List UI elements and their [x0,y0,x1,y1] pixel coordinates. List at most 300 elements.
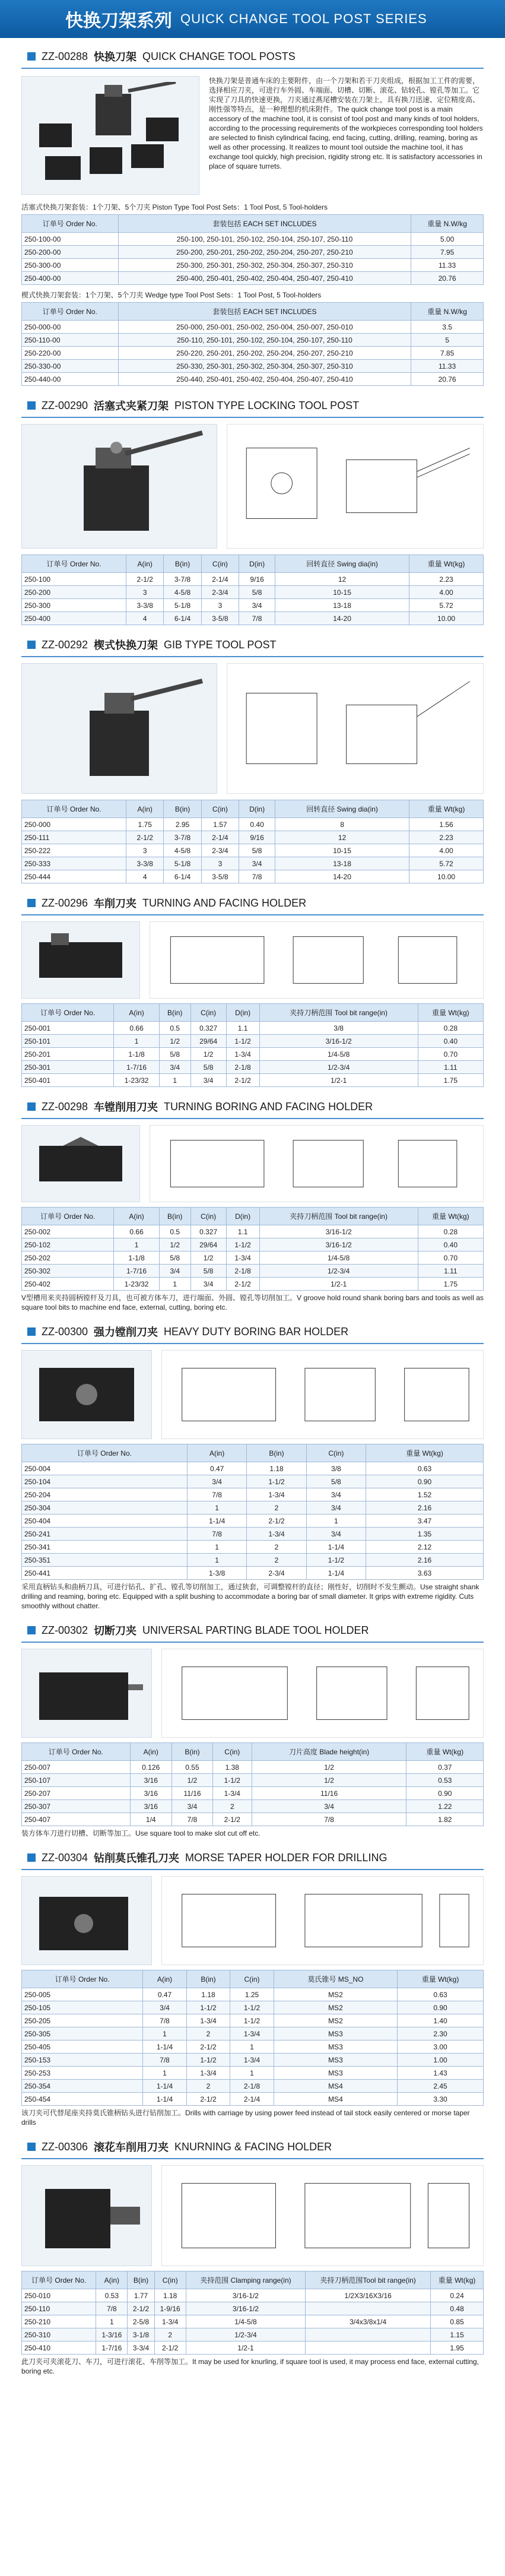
table-cell: 3.5 [411,321,484,334]
spec-table [21,2271,484,2355]
table-row [22,272,484,285]
table-cell: 3/4 [306,1488,366,1501]
column-header: 重量 Wt(kg) [366,1444,484,1462]
table-cell [306,2341,431,2355]
table-cell: 2-3/4 [201,586,239,599]
square-icon [27,1327,36,1336]
table-cell: 3/16 [130,1774,172,1787]
column-header: 订单号 Order No. [22,1208,114,1225]
heavy-duty-holder-photo [21,1350,152,1439]
table-cell: 1.15 [431,2328,484,2341]
table-cell: 0.53 [406,1774,484,1787]
table-cell: 14-20 [275,870,409,883]
section-title-en: UNIVERSAL PARTING BLADE TOOL HOLDER [142,1624,369,1636]
table-row [22,2014,484,2027]
table-cell: MS2 [274,1988,397,2001]
table-cell: 250-444 [22,870,126,883]
table-cell: 1-3/4 [186,2067,230,2080]
square-icon [27,401,36,410]
table-row [22,360,484,373]
table-cell: 1/2 [252,1761,406,1774]
table-cell: MS2 [274,2001,397,2014]
table-cell: 3/4 [143,2001,187,2014]
table-cell: 2 [154,2328,186,2341]
table-cell: 2-1/2 [247,1514,306,1528]
table-cell: 2-1/8 [230,2080,274,2093]
table-cell: 5/8 [239,844,275,857]
spec-table [21,1742,484,1826]
table-cell: 250-404 [22,1514,188,1528]
divider [21,1642,484,1643]
table-cell: 250-100-00 [22,233,119,246]
section-header [0,1099,505,1114]
table-cell: 2-1/4 [201,831,239,844]
column-header: 夹持刀柄范围 Tool bit range(in) [259,1004,418,1022]
section-code: ZZ-00304 [42,1851,88,1864]
section-title-en: PISTON TYPE LOCKING TOOL POST [174,399,360,411]
section-code: ZZ-00298 [42,1100,88,1113]
section-title-en: HEAVY DUTY BORING BAR HOLDER [164,1325,349,1338]
table-cell: 2.45 [398,2080,484,2093]
table-cell: 0.53 [96,2289,128,2302]
table-cell: 250-407 [22,1813,131,1826]
table-cell: 29/64 [190,1035,226,1048]
table-cell: 1/2 [159,1035,190,1048]
table-cell: 1-3/8 [187,1567,246,1580]
boring-facing-holder-photo [21,1125,140,1202]
table-cell: 3-3/4 [128,2341,154,2355]
table-cell: 1.40 [398,2014,484,2027]
column-header: 夹持范围 Clamping range(in) [186,2271,305,2289]
table-cell: 1/2-1 [259,1278,418,1291]
table-cell: 250-204 [22,1488,188,1501]
table-cell: 1-3/4 [230,2054,274,2067]
spec-table [21,1003,484,1087]
section-header [0,49,505,64]
table-cell: 250-200, 250-201, 250-202, 250-204, 250-207, 250-210 [118,246,411,259]
table-cell: 3/4x3/8x1/4 [306,2315,431,2328]
table-cell: 1 [187,1554,246,1567]
table-row [22,347,484,360]
table-cell: 2.16 [366,1554,484,1567]
table-cell: 11/16 [172,1787,213,1800]
table-cell: 2-1/2 [186,2040,230,2054]
table-cell: 2-1/8 [226,1061,259,1074]
column-header: 重量 Wt(kg) [398,1970,484,1988]
table-cell: 250-200 [22,586,126,599]
table-cell: 0.327 [190,1225,226,1238]
square-icon [27,52,36,61]
section-title-en: MORSE TAPER HOLDER FOR DRILLING [185,1851,388,1864]
table-cell: 5/8 [190,1265,226,1278]
table-cell: 2-1/2 [212,1813,252,1826]
column-header: 订单号 Order No. [22,215,119,233]
table-cell: 250-110 [22,2302,96,2315]
table-cell: 2 [212,1800,252,1813]
table-row [22,2027,484,2040]
table-cell: 1-3/16 [96,2328,128,2341]
table-cell: 11/16 [252,1787,406,1800]
table-cell: 2.23 [409,573,484,586]
divider [21,68,484,69]
section-header [0,895,505,911]
table-cell: 250-401 [22,1074,114,1087]
section-code: ZZ-00290 [42,399,88,411]
table-cell: 1.75 [418,1278,483,1291]
table-cell: 250-301 [22,1061,114,1074]
table-row [22,1074,484,1087]
table-row [22,1554,484,1567]
table-cell: 1.57 [201,818,239,831]
table-cell: 3/16 [130,1787,172,1800]
table-cell: 1/4-5/8 [186,2315,305,2328]
table-cell: 250-351 [22,1554,188,1567]
table-cell: 0.70 [418,1251,483,1265]
section-header [0,1324,505,1339]
table-cell: 1-1/2 [247,1475,306,1488]
table-cell: 3/4 [306,1528,366,1541]
table-cell: 20.76 [411,272,484,285]
table-cell: 3/16-1/2 [259,1035,418,1048]
column-header: A(in) [126,800,164,818]
table-cell: 250-111 [22,831,126,844]
table-cell: 2-1/2 [186,2093,230,2106]
table-cell: 1 [114,1035,159,1048]
table-cell: 2-1/2 [226,1278,259,1291]
table-cell: 250-253 [22,2067,143,2080]
divider [21,1869,484,1870]
section-note: 采用直柄钻头和曲柄刀具，可进行钻孔、扩孔、镗孔等切削加工，通过狭套，可调整镗杆的直径；刚性好，切削时不发生颤动。Use straight shank drilling and reaming, boring etc. Equipped with a split bushing to accommodate a boring bar of small diameter. It grips with extreme rigidity. Cuts smoothly without chatter. [21,1583,479,1610]
table-cell: 0.5 [159,1022,190,1035]
table-cell: 250-304 [22,1501,188,1514]
divider [21,1343,484,1344]
table-cell: 3 [201,857,239,870]
table-cell: MS3 [274,2054,397,2067]
table-cell: 0.63 [366,1462,484,1475]
table-cell: 5/8 [159,1048,190,1061]
table-cell: 6-1/4 [164,612,201,625]
divider [21,656,484,657]
table-cell: 1.38 [212,1761,252,1774]
table-row [22,2040,484,2054]
table-cell: 250-310 [22,2328,96,2341]
piston-tool-post-photo [21,424,217,549]
table-cell: 0.327 [190,1022,226,1035]
column-header: 夹持刀柄范围Tool bit range(in) [306,2271,431,2289]
table-cell: 1.1 [226,1225,259,1238]
column-header: 套装包括 EACH SET INCLUDES [118,215,411,233]
table-row [22,831,484,844]
table-cell: 250-153 [22,2054,143,2067]
table-cell: 0.40 [418,1238,483,1251]
table-cell: 250-100, 250-101, 250-102, 250-104, 250-107, 250-110 [118,233,411,246]
divider [21,2158,484,2159]
column-header: 订单号 Order No. [22,1970,143,1988]
knurling-holder-drawing [161,2165,484,2266]
table-cell: 250-400-00 [22,272,119,285]
column-header: B(in) [159,1004,190,1022]
table-cell: 5/8 [190,1061,226,1074]
morse-taper-holder-photo [21,1876,152,1965]
table-header-row [22,1743,484,1761]
column-header: B(in) [172,1743,213,1761]
table-cell: 0.90 [366,1475,484,1488]
title-bar [0,0,505,38]
table-cell: 250-104 [22,1475,188,1488]
column-header: 重量 N.W/kg [411,215,484,233]
table-row [22,1278,484,1291]
square-icon [27,1102,36,1111]
table-row [22,2315,484,2328]
table-cell [306,2302,431,2315]
table-cell: 14-20 [275,612,409,625]
table-row [22,1488,484,1501]
table-cell: 0.37 [406,1761,484,1774]
table-cell: 0.40 [418,1035,483,1048]
table-cell: 1.95 [431,2341,484,2355]
table-row [22,334,484,347]
table-cell: 250-400 [22,612,126,625]
table-cell: 1-23/32 [114,1074,159,1087]
spec-table [21,1444,484,1580]
column-header: A(in) [114,1004,159,1022]
table-cell: 5/8 [159,1251,190,1265]
table-cell: 1/4 [130,1813,172,1826]
table-cell: 3/4 [172,1800,213,1813]
table-row [22,1787,484,1800]
table-row [22,1061,484,1074]
section-title-cn: 楔式快换刀架 [94,639,158,651]
table-cell: 3.00 [398,2040,484,2054]
tool-post-set-photo [21,76,199,195]
table-cell: 1-23/32 [114,1278,159,1291]
table-cell: 250-400, 250-401, 250-402, 250-404, 250-407, 250-410 [118,272,411,285]
table-cell: 1-1/2 [306,1554,366,1567]
table-cell: 2 [186,2027,230,2040]
gib-tool-post-photo [21,663,217,794]
table-cell: 2-1/8 [226,1265,259,1278]
table-cell: 7/8 [187,1488,246,1501]
column-header: C(in) [201,800,239,818]
column-header: 莫氏锥号 MS_NO [274,1970,397,1988]
table-cell: 3-7/8 [164,573,201,586]
column-header: 夹持刀柄范围 Tool bit range(in) [259,1208,418,1225]
table-cell: 3-7/8 [164,831,201,844]
table-cell: 2-1/2 [126,573,164,586]
table-cell: 1-3/4 [247,1528,306,1541]
column-header: 重量 Wt(kg) [409,555,484,573]
table-cell: 1.25 [230,1988,274,2001]
table-cell [306,2328,431,2341]
table-cell: 3/16-1/2 [259,1238,418,1251]
table-cell: 1-3/4 [186,2014,230,2027]
table-cell: 0.90 [398,2001,484,2014]
table-cell: 1/2-1 [186,2341,305,2355]
section-code: ZZ-00306 [42,2140,88,2153]
table-cell: 11.33 [411,360,484,373]
table-cell: 1.82 [406,1813,484,1826]
table-cell: 2-1/2 [126,831,164,844]
column-header: A(in) [114,1208,159,1225]
table-row [22,573,484,586]
section-title-cn: 切断刀夹 [94,1625,137,1637]
square-icon [27,1853,36,1862]
table-cell: 1-3/4 [212,1787,252,1800]
table-cell: 0.40 [239,818,275,831]
section-title-cn: 强力镗削刀夹 [94,1326,158,1338]
column-header: A(in) [96,2271,128,2289]
table-cell: 2-3/4 [247,1567,306,1580]
table-cell: 2 [186,2080,230,2093]
table-cell: 1-1/2 [226,1035,259,1048]
table-cell: 5/8 [306,1475,366,1488]
table-cell: 4 [126,612,164,625]
table-cell: MS3 [274,2027,397,2040]
table-cell: 0.63 [398,1988,484,2001]
heavy-duty-holder-drawing [161,1350,484,1439]
column-header: 订单号 Order No. [22,1444,188,1462]
table-cell: 1 [230,2040,274,2054]
table-cell: 2-1/2 [154,2341,186,2355]
table-cell: 250-102 [22,1238,114,1251]
table-cell: 4 [126,870,164,883]
table-cell: 1-1/4 [187,1514,246,1528]
table-row [22,1514,484,1528]
table-row [22,2328,484,2341]
table-cell: 3/16-1/2 [186,2302,305,2315]
section-note: V型槽用来夹持圆柄镗杆及刀具，也可被方体车刀，进行端面、外圆、镗孔等切削加工。V groove hold round shank boring bars and tools as well as square tool bits to machine end face, external, cutting, boring etc. [21,1294,484,1311]
table-cell: 1 [159,1074,190,1087]
table-cell: 3/16 [130,1800,172,1813]
table-cell: 1-7/16 [114,1265,159,1278]
column-header: B(in) [186,1970,230,1988]
table-row [22,2054,484,2067]
table-cell: 250-302 [22,1265,114,1278]
table-cell: 3/4 [190,1074,226,1087]
table-cell: 1-1/4 [143,2040,187,2054]
table-cell: 2 [247,1501,306,1514]
table-cell: 5.72 [409,599,484,612]
table-cell: MS3 [274,2040,397,2054]
column-header: C(in) [230,1970,274,1988]
table-cell: 1 [187,1541,246,1554]
section-title-cn: 活塞式夹紧刀架 [94,400,169,412]
table-cell: 3 [201,599,239,612]
section-title-cn: 车削刀夹 [94,898,137,910]
table-row [22,1265,484,1278]
table-row [22,844,484,857]
table-cell: 1/2 [190,1251,226,1265]
table-cell: 2.30 [398,2027,484,2040]
column-header: 订单号 Order No. [22,303,119,321]
column-header: C(in) [154,2271,186,2289]
table-cell: 1-3/4 [226,1251,259,1265]
table-header-row [22,800,484,818]
table-cell: 1-3/4 [226,1048,259,1061]
table-cell: 0.48 [431,2302,484,2315]
table-cell: 1-1/2 [226,1238,259,1251]
table-cell: 5 [411,334,484,347]
column-header: D(in) [226,1004,259,1022]
section-note: 该刀夹可代替尾座夹持莫氏锥柄钻头进行钻削加工。Drills with carriage by using power feed instead of tail stock easily centered or morse taper drills [21,2109,470,2127]
table-cell: 5.72 [409,857,484,870]
table-cell: 1/2-3/4 [259,1061,418,1074]
section-title-cn: 车镗削用刀夹 [94,1101,158,1113]
section-description: 快换刀架是普通车床的主要附件，由一个刀架和若干刀夹组成，根据加工工件的需要，选择相应刀夹，可进行车外圆、车端面、切槽、切断、滚花、钻较孔、镗孔等加工。它实现了刀具的快速更换，刀夹通过燕尾槽安装在刀架上，具有换刀迅速、定位精度高、刚性强等特点，是一种理想的机床附件。The quick change tool post is a main accessory of the machine tool, it is consist of tool post and many kinds of tool holders, according to the processing requirements of the workpieces corresponding tool holders are selected to finish cylindrical facing, end facing, cutting, drilling, reaming, boring as well as other processing. It realizes to mount tool outside the machine tool, it has exchange tool quickly, high precision, rigidity strong etc. It is satisfactory accessories in place of square turrets. [209,77,483,170]
table-cell: 250-330, 250-301, 250-302, 250-304, 250-307, 250-310 [118,360,411,373]
table-row [22,2001,484,2014]
table-cell: 3/16-1/2 [259,1225,418,1238]
table-cell: 2-5/8 [128,2315,154,2328]
square-icon [27,899,36,907]
table-cell: 1.35 [366,1528,484,1541]
section-title-cn: 钻削莫氏锥孔刀夹 [94,1852,180,1864]
column-header: 重量 Wt(kg) [409,800,484,818]
table-cell: 0.5 [159,1225,190,1238]
table-cell: 250-004 [22,1462,188,1475]
table-row [22,612,484,625]
table-cell: 7/8 [96,2302,128,2315]
table-cell: 8 [275,818,409,831]
table-cell: 250-110, 250-101, 250-102, 250-104, 250-107, 250-110 [118,334,411,347]
table-cell: 3/4 [159,1061,190,1074]
table-cell: 4-5/8 [164,844,201,857]
table-cell: 1-1/8 [114,1048,159,1061]
table-row [22,1541,484,1554]
table-cell: 3.47 [366,1514,484,1528]
table-cell: 1.18 [154,2289,186,2302]
table-cell: 10.00 [409,870,484,883]
table-cell: 12 [275,573,409,586]
table-cell: 3/4 [190,1278,226,1291]
table-cell: 3/4 [239,857,275,870]
table-cell: 3/4 [252,1800,406,1813]
table-cell: 1.75 [126,818,164,831]
table-cell: 1.43 [398,2067,484,2080]
table-cell: 1 [159,1278,190,1291]
page-title-en: QUICK CHANGE TOOL POST SERIES [180,11,427,26]
column-header: A(in) [126,555,164,573]
table-cell: 1/2 [159,1238,190,1251]
table-cell: 7/8 [187,1528,246,1541]
section-header [0,2139,505,2154]
table-cell: 1 [306,1514,366,1528]
table-cell: 1-1/2 [212,1774,252,1787]
section-title-en: TURNING BORING AND FACING HOLDER [164,1100,373,1113]
table-cell: 3-5/8 [201,870,239,883]
table-cell: 2.16 [366,1501,484,1514]
table-cell: 250-000-00 [22,321,119,334]
table-cell: 3 [126,586,164,599]
table-cell: 10-15 [275,844,409,857]
table-cell: 10.00 [409,612,484,625]
table-cell: 2-1/4 [230,2093,274,2106]
column-header: C(in) [190,1208,226,1225]
table-row [22,2093,484,2106]
morse-taper-holder-drawing [161,1876,484,1965]
table-cell: 1-1/4 [143,2093,187,2106]
table-cell: 13-18 [275,857,409,870]
column-header: C(in) [190,1004,226,1022]
table-cell: 12 [275,831,409,844]
table-row [22,2080,484,2093]
parting-blade-holder-photo [21,1649,152,1738]
table-cell: 2.95 [164,818,201,831]
table-cell: 250-441 [22,1567,188,1580]
table-row [22,321,484,334]
table-row [22,373,484,386]
table-row [22,1501,484,1514]
